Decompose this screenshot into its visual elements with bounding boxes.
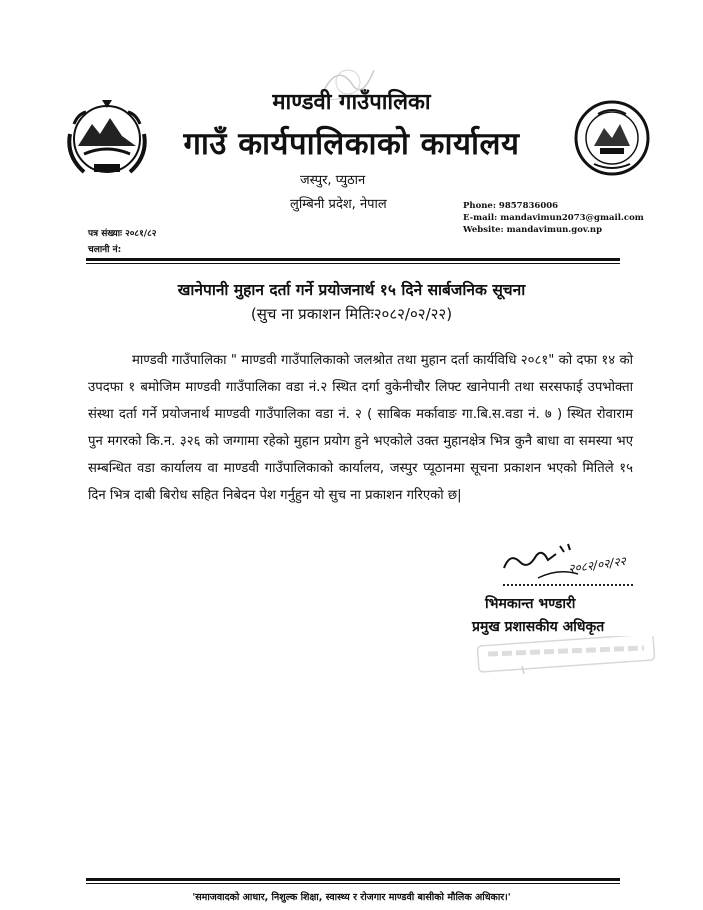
- office-name: गाउँ कार्यपालिकाको कार्यालय: [183, 126, 520, 162]
- signatory-title: प्रमुख प्रशासकीय अधिकृत: [472, 619, 605, 635]
- official-stamp: [476, 636, 656, 676]
- header-divider-thin: [86, 263, 620, 264]
- municipality-seal-logo: [572, 98, 652, 178]
- municipality-name: माण्डवी गाउँपालिका: [272, 90, 431, 115]
- address-line-1: जस्पुर, प्युठान: [300, 173, 366, 188]
- phone-text: Phone: 9857836006: [463, 201, 559, 211]
- footer-divider: [86, 878, 620, 881]
- signature-date: २०८२/०२/२२: [567, 554, 627, 576]
- signature-line: [503, 584, 633, 586]
- footer-slogan: 'समाजवादको आधार, निशुल्क शिक्षा, स्वास्थ्य र रोजगार माण्डवी बासीको मौलिक अधिकार।': [192, 892, 511, 903]
- email-text: E-mail: mandavimun2073@gmail.com: [463, 213, 644, 223]
- notice-body: [88, 347, 633, 509]
- notice-date: (सुच ना प्रकाशन मितिः२०८२/०२/२२): [250, 305, 453, 323]
- handwritten-signature: [498, 538, 648, 584]
- dispatch-number: चलानी नं:: [88, 245, 122, 255]
- address-line-2: लुम्बिनी प्रदेश, नेपाल: [290, 197, 387, 212]
- header-divider: [86, 258, 620, 261]
- notice-heading: खानेपानी मुहान दर्ता गर्ने प्रयोजनार्थ १५ दिने सार्बजनिक सूचना: [177, 281, 526, 299]
- website-text: Website: mandavimun.gov.np: [463, 225, 603, 235]
- notice-paragraph: माण्डवी गाउँपालिका " माण्डवी गाउँपालिकाको जलश्रोत तथा मुहान दर्ता कार्यविधि २०८१" को दफा १४ को उपदफा १ बमोजिम माण्डवी गाउँपालिका वडा नं.२ स्थित दर्गा वुकेनीचौर लिफ्ट खानेपानी तथा सरसफाई उपभोक्ता संस्था दर्ता गर्ने प्रयोजनार्थ माण्डवी गाउँपालिका वडा नं. २ ( साबिक मर्कावाङ गा.बि.स.वडा नं. ७ ) स्थित रोवाराम पुन मगरको कि.न. ३२६ को जग्गामा रहेको मुहान प्रयोग हुने भएकोले उक्त मुहानक्षेत्र भित्र कुनै बाधा वा समस्या भए सम्बन्धित वडा कार्यालय वा माण्डवी गाउँपालिकाको कार्यालय, जस्पुर प्यूठानमा सूचना प्रकाशन भएको मितिले १५ दिन भित्र दाबी बिरोध सहित निबेदन पेश गर्नुहुन यो सुच ना प्रकाशन गरिएको छ|: [88, 353, 633, 503]
- signatory-name: भिमकान्त भण्डारी: [485, 596, 576, 612]
- contact-block: [463, 200, 644, 236]
- footer-divider-thin: [86, 883, 620, 884]
- reference-number: पत्र संख्याः २०८१/८२: [88, 229, 157, 239]
